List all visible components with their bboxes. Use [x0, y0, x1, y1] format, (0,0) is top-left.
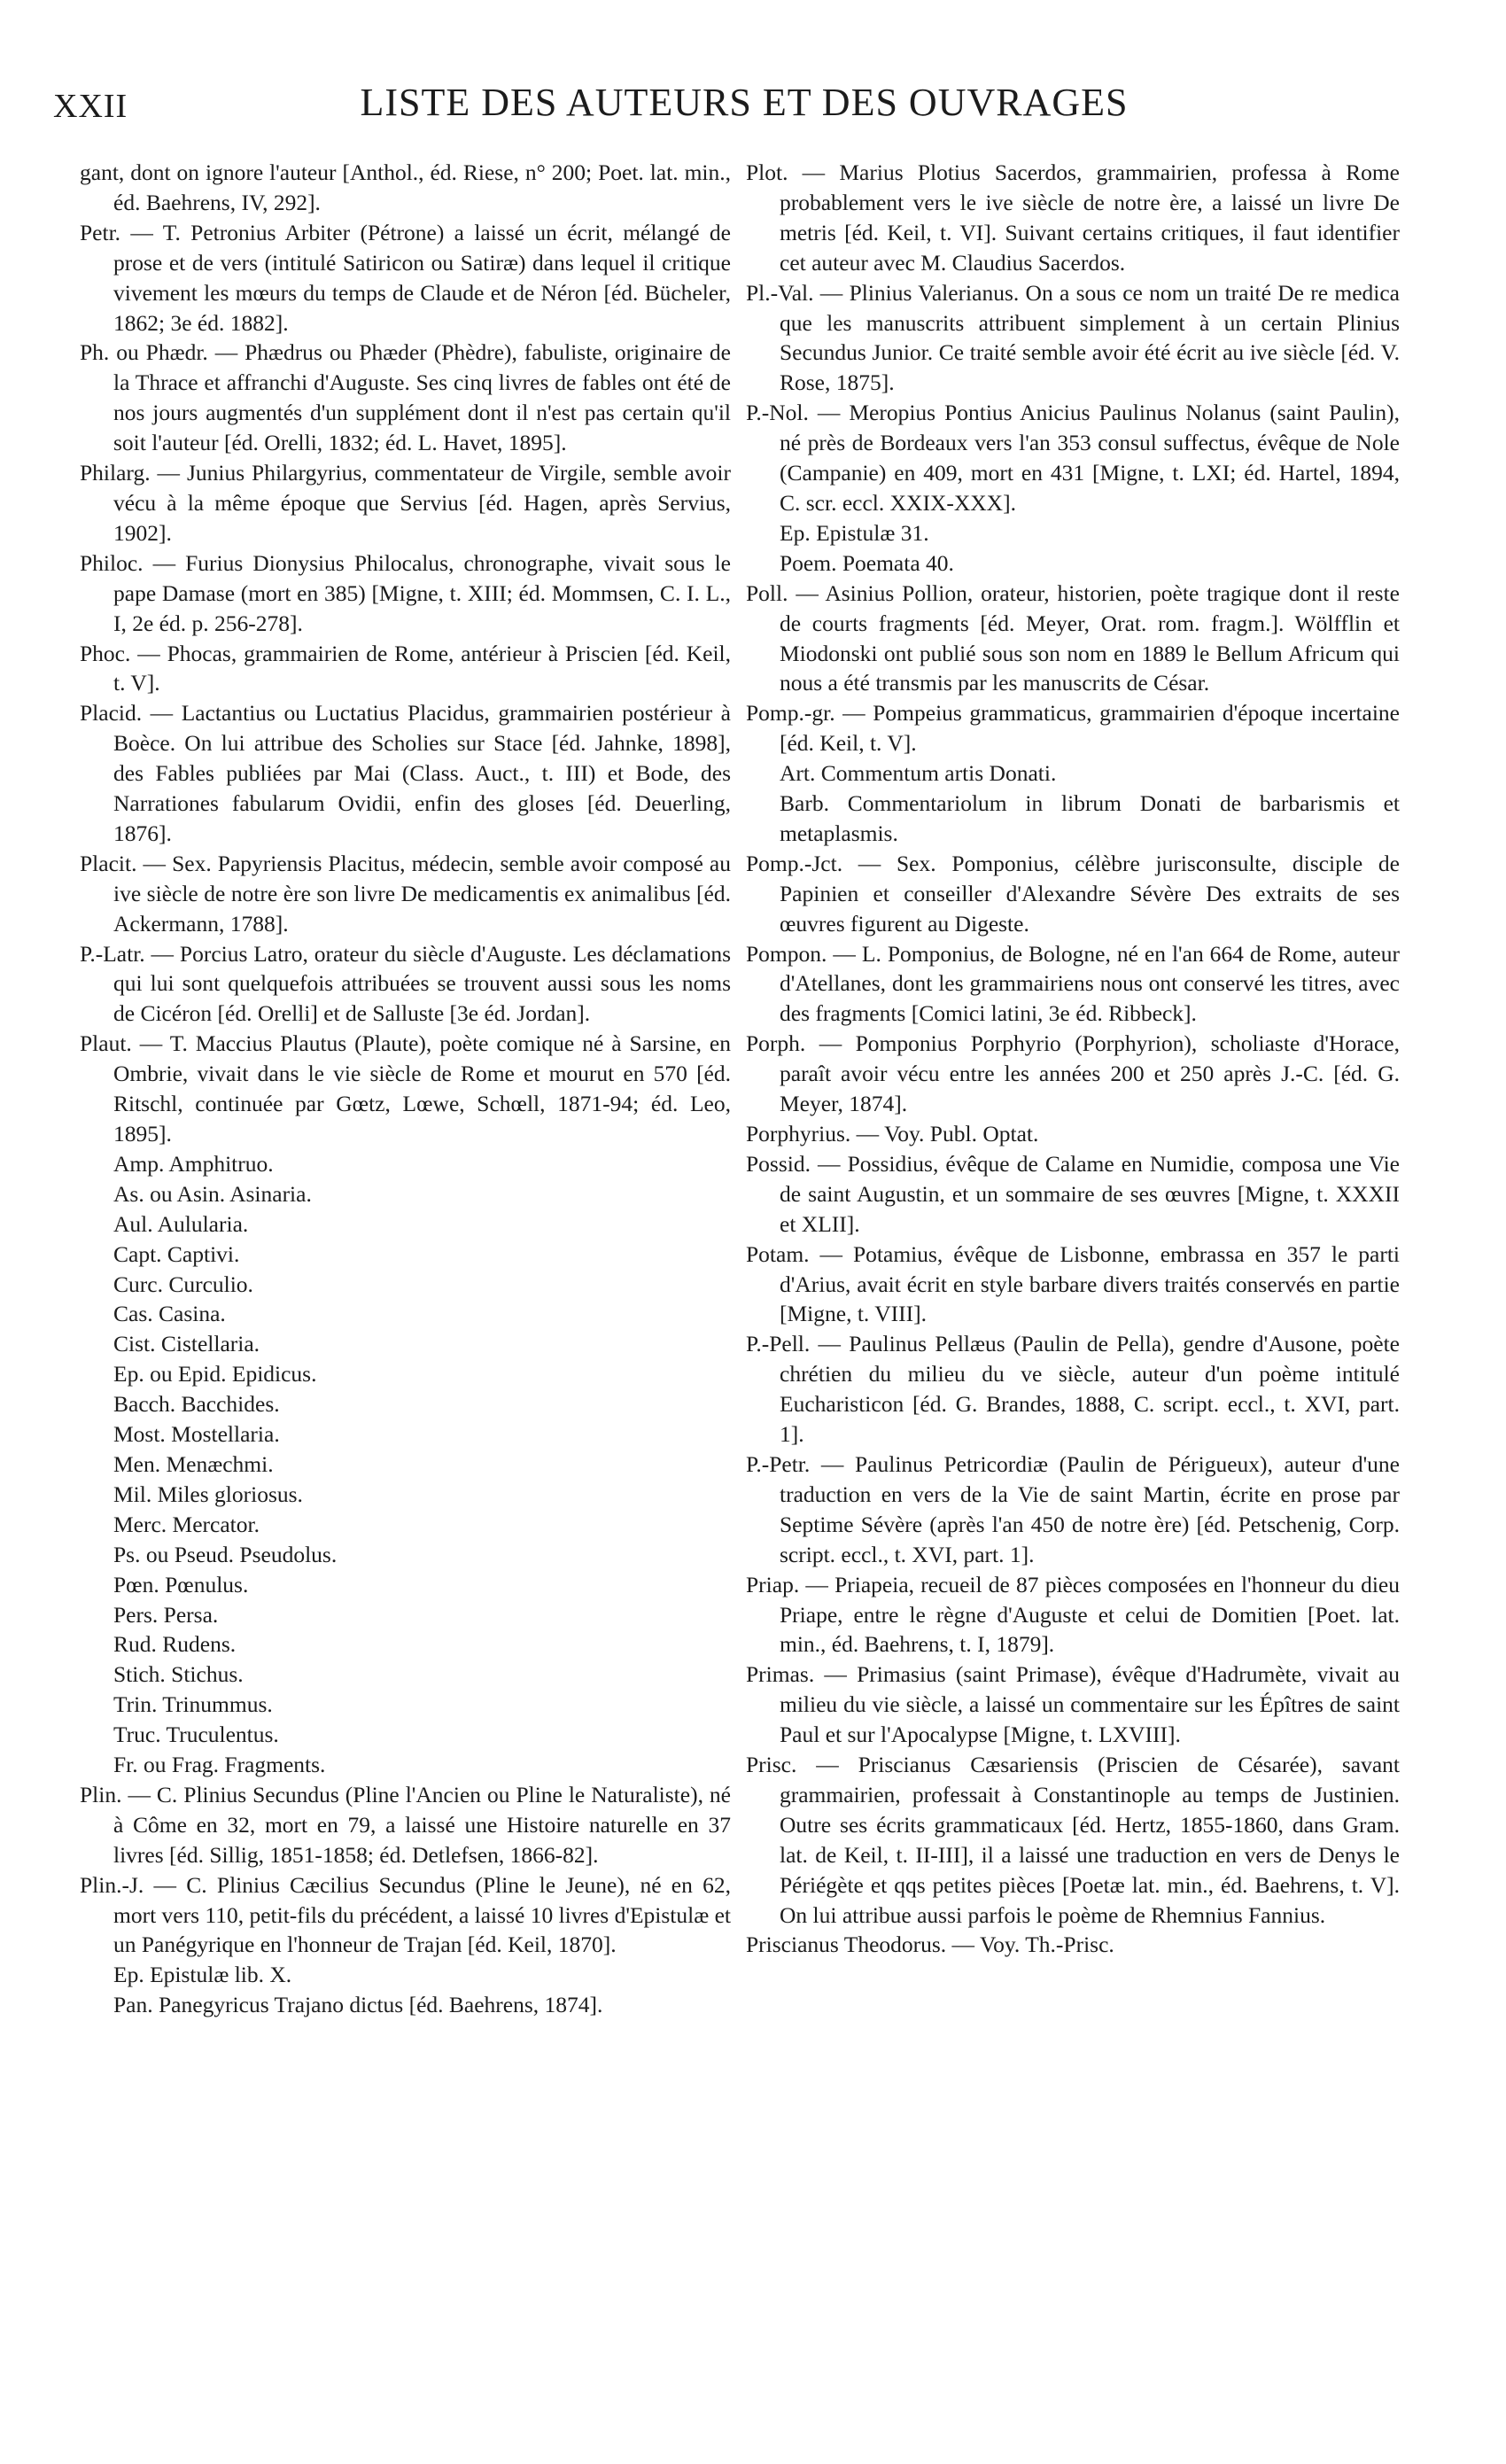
work-item: Most. Mostellaria.: [113, 1421, 280, 1448]
work-item: Curc. Curculio.: [113, 1271, 253, 1297]
work-item: Ep. Epistulæ lib. X.: [113, 1962, 292, 1988]
entry: Primas. — Primasius (saint Primase), évêque d'Hadrumète, vivait au milieu du vie siècle, a laissé un commentaire sur les Épîtres de saint Paul et sur l'Apocalypse [Migne, t. LXVIII].: [746, 1661, 1400, 1748]
work-item: Cist. Cistellaria.: [113, 1331, 260, 1357]
work-item: Cas. Casina.: [113, 1301, 226, 1327]
entry: Pl.-Val. — Plinius Valerianus. On a sous ce nom un traité De re medica que les manuscrits attribuent simplement à un certain Plinius Secundus Junior. Ce traité semble avoir été écrit au ive siècle [éd. V. Rose, 1875].: [746, 279, 1400, 396]
page-header: [53, 81, 1435, 140]
work-item: Aul. Aulularia.: [113, 1210, 249, 1237]
work-item: Trin. Trinummus.: [113, 1691, 273, 1718]
entry: P.-Pell. — Paulinus Pellæus (Paulin de Pella), gendre d'Ausone, poète chrétien du milieu du ve siècle, auteur d'un poème intitulé Eucharisticon [éd. G. Brandes, 1888, C. script. eccl., t. XVI, part. 1].: [746, 1331, 1400, 1448]
work-item: Truc. Truculentus.: [113, 1722, 279, 1748]
work-item: Ep. Epistulæ 31.: [780, 519, 929, 546]
work-item: Ep. ou Epid. Epidicus.: [113, 1361, 317, 1387]
entry: Priap. — Priapeia, recueil de 87 pièces composées en l'honneur du dieu Priape, entre le règne d'Auguste et celui de Domitien [Poet. lat. min., éd. Baehrens, t. I, 1879].: [746, 1571, 1400, 1658]
work-item: Men. Menæchmi.: [113, 1450, 274, 1477]
page-number: XXII: [53, 88, 128, 125]
right-column: [746, 158, 1400, 1960]
work-item: Capt. Captivi.: [113, 1240, 240, 1267]
work-item: Pan. Panegyricus Trajano dictus [éd. Baehrens, 1874].: [113, 1992, 603, 2018]
entry: Petr. — T. Petronius Arbiter (Pétrone) a laissé un écrit, mélangé de prose et de vers (intitulé Satiricon ou Satiræ) dans lequel il critique vivement les mœurs du temps de Claude et de Néron [éd. Bücheler, 1862; 3e éd. 1882].: [80, 219, 731, 336]
entry: Potam. — Potamius, évêque de Lisbonne, embrassa en 357 le parti d'Arius, avait écrit en style barbare divers traités conservés en partie [Migne, t. VIII].: [746, 1240, 1400, 1327]
work-item: Ps. ou Pseud. Pseudolus.: [113, 1541, 338, 1567]
page-title: LISTE DES AUTEURS ET DES OUVRAGES: [360, 81, 1129, 124]
entry: Placit. — Sex. Papyriensis Placitus, médecin, semble avoir composé au ive siècle de notre ère son livre De medicamentis ex animalibus [éd. Ackermann, 1788].: [80, 850, 731, 937]
entry: Prisc. — Priscianus Cæsariensis (Priscien de Césarée), savant grammairien, professait à Constantinople au temps de Justinien. Outre ses écrits grammaticaux [éd. Hertz, 1855-1860, dans Gram. lat. de Keil, t. II-III], il a laissé une traduction en vers de Denys le Périégète et qqs petites pièces [Poetæ lat. min., éd. Baehrens, t. V]. On lui attribue aussi parfois le poème de Rhemnius Fannius.: [746, 1752, 1400, 1928]
work-item: Rud. Rudens.: [113, 1631, 237, 1658]
entry: Porphyrius. — Voy. Publ. Optat.: [746, 1121, 1039, 1146]
work-item: Pers. Persa.: [113, 1601, 219, 1628]
entry: Possid. — Possidius, évêque de Calame en Numidie, composa une Vie de saint Augustin, et un sommaire de ses œuvres [Migne, t. XXXII et XLII].: [746, 1150, 1400, 1237]
entry: Ph. ou Phædr. — Phædrus ou Phæder (Phèdre), fabuliste, originaire de la Thrace et affranchi d'Auguste. Ses cinq livres de fables ont été de nos jours augmentés d'un supplément dont il n'est pas certain qu'il soit l'auteur [éd. Orelli, 1832; éd. L. Havet, 1895].: [80, 339, 731, 456]
left-column: [80, 158, 731, 2020]
entry: P.-Petr. — Paulinus Petricordiæ (Paulin de Périgueux), auteur d'une traduction en vers de la Vie de saint Martin, écrite en prose par Septime Sévère (après l'an 450 de notre ère) [éd. Petschenig, Corp. script. eccl., t. XVI, part. 1].: [746, 1450, 1400, 1567]
entry: Plot. — Marius Plotius Sacerdos, grammairien, professa à Rome probablement vers le ive siècle de notre ère, a laissé un livre De metris [éd. Keil, t. VI]. Suivant certains critiques, il faut identifier cet auteur avec M. Claudius Sacerdos.: [746, 159, 1400, 276]
entry: Plin. — C. Plinius Secundus (Pline l'Ancien ou Pline le Naturaliste), né à Côme en 32, mort en 79, a laissé une Histoire naturelle en 37 livres [éd. Sillig, 1851-1858; éd. Detlefsen, 1866-82].: [80, 1781, 731, 1868]
work-item: Amp. Amphitruo.: [113, 1150, 274, 1177]
entry: Plaut. — T. Maccius Plautus (Plaute), poète comique né à Sarsine, en Ombrie, vivait dans le vie siècle de Rome et mourut en 570 [éd. Ritschl, continuée par Gœtz, Lœwe, Schœll, 1871-94; éd. Leo, 1895].: [80, 1030, 731, 1146]
entry: Plin.-J. — C. Plinius Cæcilius Secundus (Pline le Jeune), né en 62, mort vers 110, petit-fils du précédent, a laissé 10 livres d'Epistulæ et un Panégyrique en l'honneur de Trajan [éd. Keil, 1870].: [80, 1871, 731, 1958]
entry: P.-Nol. — Meropius Pontius Anicius Paulinus Nolanus (saint Paulin), né près de Bordeaux vers l'an 353 consul suffectus, évêque de Nole (Campanie) en 409, mort en 431 [Migne, t. LXI; éd. Hartel, 1894, C. scr. eccl. XXIX-XXX].: [746, 400, 1400, 516]
entry: Porph. — Pomponius Porphyrio (Porphyrion), scholiaste d'Horace, paraît avoir vécu entre les années 200 et 250 après J.-C. [éd. G. Meyer, 1874].: [746, 1030, 1400, 1117]
entry: gant, dont on ignore l'auteur [Anthol., éd. Riese, n° 200; Poet. lat. min., éd. Baehrens, IV, 292].: [80, 159, 731, 215]
work-item: Merc. Mercator.: [113, 1511, 260, 1537]
work-item: Stich. Stichus.: [113, 1661, 244, 1688]
entry: Placid. — Lactantius ou Luctatius Placidus, grammairien postérieur à Boèce. On lui attribue des Scholies sur Stace [éd. Jahnke, 1898], des Fables publiées par Mai (Class. Auct., t. III) et Bode, des Narrationes fabularum Ovidii, enfin des gloses [éd. Deuerling, 1876].: [80, 700, 731, 846]
work-item: Barb. Commentariolum in librum Donati de barbarismis et metaplasmis.: [780, 790, 1400, 846]
work-item: Poem. Poemata 40.: [780, 549, 954, 576]
entry: Pomp.-gr. — Pompeius grammaticus, grammairien d'époque incertaine [éd. Keil, t. V].: [746, 700, 1400, 757]
work-item: Mil. Miles gloriosus.: [113, 1481, 303, 1507]
entry: Phoc. — Phocas, grammairien de Rome, antérieur à Priscien [éd. Keil, t. V].: [80, 640, 731, 696]
entry: P.-Latr. — Porcius Latro, orateur du siècle d'Auguste. Les déclamations qui lui sont quelquefois attribuées se trouvent aussi sous les noms de Cicéron [éd. Orelli] et de Salluste [3e éd. Jordan].: [80, 940, 731, 1027]
entry: Philoc. — Furius Dionysius Philocalus, chronographe, vivait sous le pape Damase (mort en 385) [Migne, t. XIII; éd. Mommsen, C. I. L., I, 2e éd. p. 256-278].: [80, 549, 731, 636]
work-item: As. ou Asin. Asinaria.: [113, 1180, 312, 1207]
entry: Priscianus Theodorus. — Voy. Th.-Prisc.: [746, 1932, 1114, 1958]
entry: Pompon. — L. Pomponius, de Bologne, né en l'an 664 de Rome, auteur d'Atellanes, dont les grammairiens nous ont conservé les titres, avec des fragments [Comici latini, 3e éd. Ribbeck].: [746, 940, 1400, 1027]
work-item: Fr. ou Frag. Fragments.: [113, 1752, 326, 1778]
entry: Pomp.-Jct. — Sex. Pomponius, célèbre jurisconsulte, disciple de Papinien et conseiller d'Alexandre Sévère Des extraits de ses œuvres figurent au Digeste.: [746, 850, 1400, 937]
entry: Poll. — Asinius Pollion, orateur, historien, poète tragique dont il reste de courts fragments [éd. Meyer, Orat. rom. fragm.]. Wölfflin et Miodonski ont publié sous son nom en 1889 le Bellum Africum qui nous a été transmis par les manuscrits de César.: [746, 579, 1400, 696]
work-item: Pœn. Pœnulus.: [113, 1571, 249, 1597]
work-item: Art. Commentum artis Donati.: [780, 760, 1057, 787]
work-item: Bacch. Bacchides.: [113, 1391, 280, 1418]
entry: Philarg. — Junius Philargyrius, commentateur de Virgile, semble avoir vécu à la même époque que Servius [éd. Hagen, après Servius, 1902].: [80, 460, 731, 546]
